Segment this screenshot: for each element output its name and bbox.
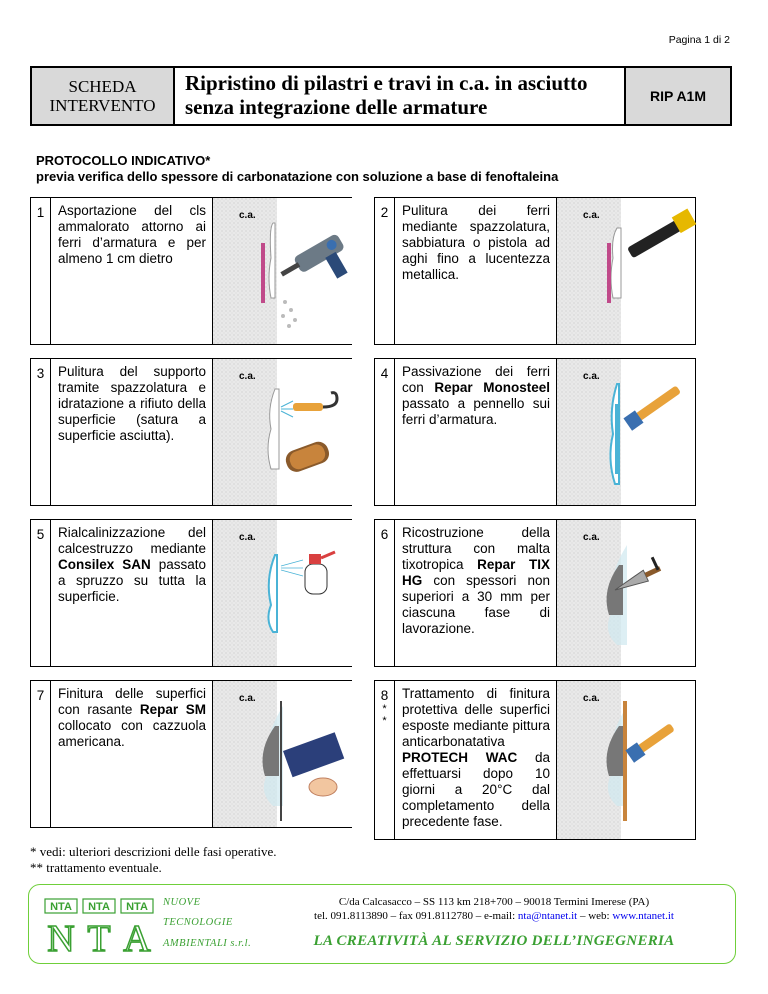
header-type: [32, 68, 175, 124]
step-number-text: 5: [36, 527, 45, 542]
step-description: [58, 364, 206, 444]
footnote-1: * vedi: ulteriori descrizioni delle fasi operative.: [30, 844, 277, 859]
step-8: [374, 680, 696, 840]
concrete-label: c.a.: [239, 210, 256, 221]
step-text: Asportazione del cls ammalorato attorno ai ferri d’armatura e per almeno 1 cm dietro: [58, 203, 206, 266]
step-text: da effettuarsi dopo 10 giorni a 20°C dal completamento della precedente fase.: [402, 750, 550, 829]
concrete-label: c.a.: [583, 210, 600, 221]
step-2: [374, 197, 696, 345]
company-address: C/da Calcasacco – SS 113 km 218+700 – 90018 Termini Imerese (PA): [338, 896, 650, 908]
illustration-svg: [213, 520, 353, 666]
logo-letter: N: [47, 918, 75, 955]
step-3: [30, 358, 352, 506]
step-number-text: 8: [380, 688, 389, 703]
step-description: [402, 686, 550, 830]
product-name: Repar TIX HG: [402, 557, 550, 588]
step-text: Pulitura del supporto tramite spazzolatura e idratazione a rifiuto della superficie (satura a superficie asciutta).: [58, 364, 206, 443]
step-text: Ricostruzione della struttura con malta tixotropica: [402, 525, 550, 572]
step-illustration: [556, 359, 697, 505]
footnotes: [30, 844, 277, 876]
step-note-marker: *: [382, 715, 387, 727]
protocol-subtitle: previa verifica dello spessore di carbonatazione con soluzione a base di fenoftaleina: [36, 169, 559, 184]
footnote-2: ** trattamento eventuale.: [30, 860, 162, 875]
logo-small-text: NTA: [50, 901, 72, 913]
step-illustration: [212, 681, 353, 827]
header-type-line2: INTERVENTO: [49, 96, 156, 115]
step-number-text: 4: [380, 366, 389, 381]
step-illustration: [556, 198, 697, 344]
step-text: con spessori non superiori a 30 mm per ciascuna fase di lavorazione.: [402, 573, 550, 636]
product-name: PROTECH WAC: [402, 750, 518, 765]
step-number-text: 2: [380, 205, 389, 220]
concrete-label: c.a.: [239, 371, 256, 382]
step-text: passato a pennello sui ferri d’armatura.: [402, 396, 550, 427]
step-number-text: 1: [36, 205, 45, 220]
step-number: [31, 520, 51, 666]
logo-small-text: NTA: [126, 901, 148, 913]
concrete-label: c.a.: [239, 532, 256, 543]
step-1: [30, 197, 352, 345]
web-link[interactable]: www.ntanet.it: [612, 910, 674, 922]
email-link[interactable]: nta@ntanet.it: [517, 910, 578, 922]
protocol-heading: [36, 153, 558, 185]
step-number-text: 3: [36, 366, 45, 381]
concrete-label: c.a.: [583, 532, 600, 543]
header-code: RIP A1M: [626, 68, 730, 124]
contact-phone-fax: tel. 091.8113890 – fax 091.8112780 – e-mail:: [314, 910, 518, 922]
step-number: [375, 681, 395, 839]
step-text: Rialcalinizzazione del calcestruzzo mediante: [58, 525, 206, 556]
step-text: Pulitura dei ferri mediante spazzolatura, sabbiatura o pistola ad aghi fino a lucentezza metallica.: [402, 203, 550, 282]
title-line1: Ripristino di pilastri e travi in c.a. in asciutto: [185, 71, 588, 95]
illustration-svg: [557, 681, 697, 839]
step-description: [402, 525, 550, 637]
header-table: [30, 66, 732, 126]
logo-small-text: NTA: [88, 901, 110, 913]
step-illustration: [212, 520, 353, 666]
step-note-marker: *: [382, 703, 387, 715]
contact-separator: – web:: [577, 910, 613, 922]
step-description: [58, 203, 206, 267]
step-4: [374, 358, 696, 506]
company-slogan: LA CREATIVITÀ AL SERVIZIO DELL’INGEGNERIA: [313, 933, 675, 949]
step-description: [402, 364, 550, 428]
illustration-svg: [557, 359, 697, 505]
illustration-svg: [213, 198, 353, 344]
product-name: Consilex SAN: [58, 557, 151, 572]
product-name: Repar SM: [139, 702, 206, 717]
illustration-svg: [557, 198, 697, 344]
header-title: [175, 68, 626, 124]
step-description: [58, 686, 206, 750]
step-text: collocato con cazzuola americana.: [58, 718, 206, 749]
header-type-line1: SCHEDA: [68, 77, 137, 96]
step-number: [31, 359, 51, 505]
illustration-svg: [213, 681, 353, 827]
tagline-2: TECNOLOGIE: [163, 917, 233, 928]
step-illustration: [556, 681, 697, 839]
step-illustration: [212, 198, 353, 344]
step-number-text: 7: [36, 688, 45, 703]
logo-letter: T: [87, 918, 111, 955]
concrete-label: c.a.: [239, 693, 256, 704]
illustration-svg: [557, 520, 697, 666]
step-text: passato a spruzzo su tutta la superficie.: [58, 557, 206, 604]
step-illustration: [556, 520, 697, 666]
step-5: [30, 519, 352, 667]
illustration-svg: [213, 359, 353, 505]
step-description: [58, 525, 206, 605]
concrete-label: c.a.: [583, 371, 600, 382]
tagline-3: AMBIENTALI s.r.l.: [163, 938, 252, 949]
step-number: [31, 681, 51, 827]
concrete-label: c.a.: [583, 693, 600, 704]
step-number: [31, 198, 51, 344]
page-number: Pagina 1 di 2: [668, 34, 730, 46]
step-6: [374, 519, 696, 667]
company-logo: [43, 897, 155, 955]
step-number: [375, 520, 395, 666]
logo-letter: A: [123, 918, 151, 955]
company-contacts: [259, 909, 729, 923]
step-number: [375, 359, 395, 505]
protocol-title: PROTOCOLLO INDICATIVO*: [36, 153, 211, 168]
footer-box: [28, 884, 736, 964]
step-number-text: 6: [380, 527, 389, 542]
step-illustration: [212, 359, 353, 505]
product-name: Repar Monosteel: [434, 380, 550, 395]
step-text: Finitura delle superfici con rasante: [58, 686, 206, 717]
tagline-1: NUOVE: [163, 897, 201, 908]
title-line2: senza integrazione delle armature: [185, 95, 488, 119]
step-number: [375, 198, 395, 344]
step-description: [402, 203, 550, 283]
step-7: [30, 680, 352, 828]
step-text: Trattamento di finitura protettiva delle superfici esposte mediante pittura anticarbonatativa: [402, 686, 550, 749]
step-text: Passivazione dei ferri con: [402, 364, 550, 395]
